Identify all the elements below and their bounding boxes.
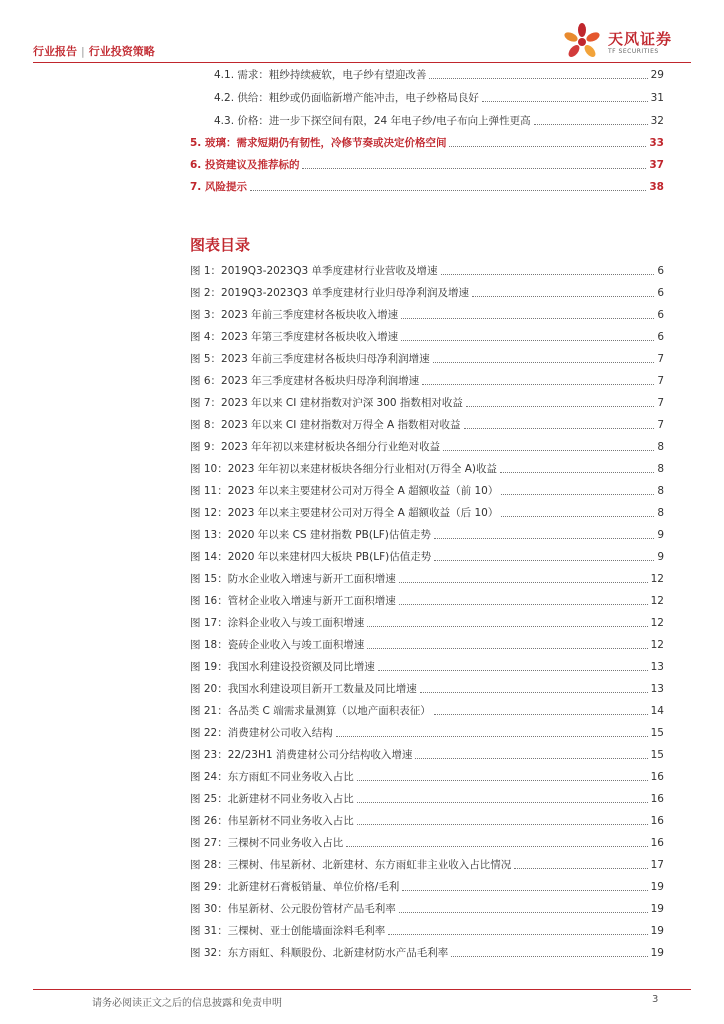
toc-leader-dots	[501, 493, 654, 495]
figure-page: 13	[650, 683, 664, 695]
figure-number: 图 6：	[190, 375, 222, 387]
figure-page: 15	[650, 749, 664, 761]
toc-item-page: 31	[650, 92, 664, 104]
figure-page: 19	[650, 925, 664, 937]
footer-divider	[33, 989, 691, 990]
figure-list-item[interactable]	[190, 330, 664, 344]
figure-list-item[interactable]	[190, 594, 664, 608]
toc-leader-dots	[429, 77, 647, 79]
figure-page: 12	[650, 573, 664, 585]
breadcrumb-category: 行业投资策略	[88, 45, 155, 58]
figure-number: 图 23：	[190, 749, 228, 761]
figure-title: 东方雨虹不同业务收入占比	[227, 771, 354, 783]
figure-number: 图 4：	[190, 331, 222, 343]
figure-number: 图 10：	[190, 463, 228, 475]
header-divider	[33, 62, 691, 63]
page-header	[0, 0, 724, 68]
figure-title: 北新建材石膏板销量、单位价格/毛利	[227, 881, 400, 893]
figure-list-item[interactable]	[190, 902, 664, 916]
figure-list-item[interactable]	[190, 506, 664, 520]
figure-title: 瓷砖企业收入与竣工面积增速	[227, 639, 365, 651]
toc-leader-dots	[434, 559, 654, 561]
figure-title: 三棵树、伟星新材、北新建材、东方雨虹非主业收入占比情况	[227, 859, 512, 871]
figure-title: 2023 年第三季度建材各板块收入增速	[221, 331, 399, 343]
toc-item-page: 37	[649, 159, 664, 171]
figure-number: 图 7：	[190, 397, 222, 409]
figure-page: 13	[650, 661, 664, 673]
figure-number: 图 19：	[190, 661, 228, 673]
logo-company-name: 天风证券	[608, 30, 673, 48]
toc-leader-dots	[378, 669, 648, 671]
toc-leader-dots	[367, 625, 647, 627]
figure-number: 图 21：	[190, 705, 228, 717]
toc-item[interactable]	[214, 114, 664, 128]
figure-list-item[interactable]	[190, 836, 664, 850]
company-logo	[560, 22, 710, 62]
figure-page: 7	[657, 419, 664, 431]
figure-title: 伟星新材、公元股份管材产品毛利率	[227, 903, 396, 915]
figure-number: 图 9：	[190, 441, 222, 453]
toc-item[interactable]	[190, 180, 664, 194]
toc-item-page: 38	[649, 181, 664, 193]
figure-number: 图 2：	[190, 287, 222, 299]
figure-number: 图 8：	[190, 419, 222, 431]
toc-item[interactable]	[190, 158, 664, 172]
figure-title: 2023 年三季度建材各板块归母净利润增速	[221, 375, 420, 387]
toc-leader-dots	[472, 295, 654, 297]
toc-leader-dots	[399, 911, 648, 913]
figure-page: 12	[650, 617, 664, 629]
figure-number: 图 3：	[190, 309, 222, 321]
figure-list-item[interactable]	[190, 286, 664, 300]
figure-page: 16	[650, 771, 664, 783]
figure-list-item[interactable]	[190, 880, 664, 894]
figure-number: 图 28：	[190, 859, 228, 871]
figure-number: 图 31：	[190, 925, 228, 937]
figure-page: 16	[650, 793, 664, 805]
toc-leader-dots	[401, 339, 654, 341]
toc-leader-dots	[388, 933, 647, 935]
figure-number: 图 25：	[190, 793, 228, 805]
figure-list-item[interactable]	[190, 616, 664, 630]
figure-list-item[interactable]	[190, 770, 664, 784]
figure-page: 12	[650, 639, 664, 651]
figure-title: 三棵树、亚士创能墙面涂料毛利率	[227, 925, 386, 937]
toc-leader-dots	[451, 955, 647, 957]
figure-title: 各品类 C 端需求量测算（以地产面积表征）	[227, 705, 431, 717]
toc-leader-dots	[514, 867, 647, 869]
figure-title: 2023 年以来主要建材公司对万得全 A 超额收益（前 10）	[227, 485, 499, 497]
figure-number: 图 18：	[190, 639, 228, 651]
toc-leader-dots	[399, 581, 648, 583]
figure-list-item[interactable]	[190, 396, 664, 410]
figure-number: 图 15：	[190, 573, 228, 585]
logo-flower-icon	[560, 22, 604, 62]
figure-list-item[interactable]	[190, 528, 664, 542]
toc-item-title: 4.3. 价格：进一步下探空间有限，24 年电子纱/电子布向上弹性更高	[214, 115, 531, 127]
figure-page: 19	[650, 947, 664, 959]
toc-leader-dots	[501, 515, 654, 517]
figure-list-item[interactable]	[190, 352, 664, 366]
figure-number: 图 5：	[190, 353, 222, 365]
figure-page: 12	[650, 595, 664, 607]
toc-leader-dots	[250, 189, 646, 191]
figure-title: 消费建材公司收入结构	[227, 727, 333, 739]
breadcrumb	[33, 43, 155, 59]
figure-title: 2023 年以来 CI 建材指数对万得全 A 指数相对收益	[221, 419, 461, 431]
figure-list-item[interactable]	[190, 484, 664, 498]
toc-item-title: 6. 投资建议及推荐标的	[190, 159, 300, 171]
logo-company-english: TF SECURITIES	[608, 48, 659, 55]
figure-list-item[interactable]	[190, 264, 664, 278]
figure-title: 管材企业收入增速与新开工面积增速	[227, 595, 396, 607]
figure-title: 22/23H1 消费建材公司分结构收入增速	[227, 749, 413, 761]
toc-leader-dots	[434, 713, 648, 715]
toc-leader-dots	[302, 167, 646, 169]
figure-title: 2023 年年初以来建材板块各细分行业相对(万得全 A)收益	[227, 463, 497, 475]
toc-item-title: 7. 风险提示	[190, 181, 247, 193]
toc-leader-dots	[443, 449, 654, 451]
figure-number: 图 16：	[190, 595, 228, 607]
figure-page: 6	[657, 287, 664, 299]
figure-list-item[interactable]	[190, 814, 664, 828]
figure-list-item[interactable]	[190, 726, 664, 740]
figure-page: 16	[650, 837, 664, 849]
figure-page: 8	[657, 485, 664, 497]
figure-list-item[interactable]	[190, 462, 664, 476]
toc-leader-dots	[336, 735, 648, 737]
toc-leader-dots	[466, 405, 654, 407]
figure-page: 19	[650, 903, 664, 915]
figure-title: 2023 年前三季度建材各板块收入增速	[221, 309, 399, 321]
figure-list-item[interactable]	[190, 440, 664, 454]
toc-leader-dots	[357, 801, 648, 803]
toc-leader-dots	[402, 889, 647, 891]
toc-leader-dots	[367, 647, 647, 649]
figure-number: 图 27：	[190, 837, 228, 849]
toc-item[interactable]	[214, 91, 664, 105]
figure-title: 伟星新材不同业务收入占比	[227, 815, 354, 827]
figure-title: 2023 年以来 CI 建材指数对沪深 300 指数相对收益	[221, 397, 463, 409]
toc-item-page: 29	[650, 69, 664, 81]
figure-page: 15	[650, 727, 664, 739]
figure-number: 图 24：	[190, 771, 228, 783]
figure-title: 我国水利建设投资额及同比增速	[227, 661, 375, 673]
figure-number: 图 17：	[190, 617, 228, 629]
breadcrumb-separator: |	[81, 45, 85, 58]
toc-leader-dots	[357, 779, 648, 781]
toc-item-page: 32	[650, 115, 664, 127]
figure-number: 图 1：	[190, 265, 222, 277]
figure-list-item[interactable]	[190, 374, 664, 388]
figure-page: 7	[657, 375, 664, 387]
toc-leader-dots	[449, 145, 646, 147]
figure-page: 8	[657, 507, 664, 519]
toc-leader-dots	[441, 273, 655, 275]
figure-number: 图 22：	[190, 727, 228, 739]
figure-list-item[interactable]	[190, 418, 664, 432]
figure-title: 2023 年以来主要建材公司对万得全 A 超额收益（后 10）	[227, 507, 499, 519]
toc-item[interactable]	[214, 68, 664, 82]
figure-page: 9	[657, 551, 664, 563]
toc-item-page: 33	[649, 137, 664, 149]
figure-number: 图 20：	[190, 683, 228, 695]
figure-title: 防水企业收入增速与新开工面积增速	[227, 573, 396, 585]
figure-page: 9	[657, 529, 664, 541]
figure-page: 7	[657, 353, 664, 365]
figure-page: 14	[650, 705, 664, 717]
figure-title: 我国水利建设项目新开工数量及同比增速	[227, 683, 417, 695]
figure-title: 三棵树不同业务收入占比	[227, 837, 344, 849]
toc-leader-dots	[357, 823, 648, 825]
figure-number: 图 14：	[190, 551, 228, 563]
figure-list-item[interactable]	[190, 638, 664, 652]
figure-list-item[interactable]	[190, 550, 664, 564]
figure-title: 2020 年以来建材四大板块 PB(LF)估值走势	[227, 551, 432, 563]
figure-title: 2023 年前三季度建材各板块归母净利润增速	[221, 353, 430, 365]
figure-page: 6	[657, 331, 664, 343]
toc-item-title: 4.2. 供给：粗纱或仍面临新增产能冲击，电子纱格局良好	[214, 92, 479, 104]
figure-list-item[interactable]	[190, 682, 664, 696]
figure-title: 2020 年以来 CS 建材指数 PB(LF)估值走势	[227, 529, 431, 541]
figure-number: 图 13：	[190, 529, 228, 541]
figure-title: 东方雨虹、科顺股份、北新建材防水产品毛利率	[227, 947, 449, 959]
toc-leader-dots	[415, 757, 647, 759]
figure-list-item[interactable]	[190, 858, 664, 872]
toc-leader-dots	[534, 123, 648, 125]
figure-number: 图 30：	[190, 903, 228, 915]
figure-list-item[interactable]	[190, 748, 664, 762]
figure-page: 19	[650, 881, 664, 893]
figure-title: 2019Q3-2023Q3 单季度建材行业营收及增速	[221, 265, 438, 277]
toc-leader-dots	[399, 603, 648, 605]
figure-number: 图 32：	[190, 947, 228, 959]
toc-leader-dots	[464, 427, 655, 429]
figure-number: 图 12：	[190, 507, 228, 519]
toc-item-title: 4.1. 需求：粗纱持续疲软，电子纱有望迎改善	[214, 69, 427, 81]
footer-disclaimer: 请务必阅读正文之后的信息披露和免责申明	[92, 998, 282, 1009]
page-number: 3	[652, 994, 659, 1005]
figure-number: 图 11：	[190, 485, 228, 497]
toc-leader-dots	[422, 383, 654, 385]
figure-list-item[interactable]	[190, 924, 664, 938]
figure-number: 图 26：	[190, 815, 228, 827]
figure-title: 涂料企业收入与竣工面积增速	[227, 617, 365, 629]
figure-list-item[interactable]	[190, 946, 664, 960]
toc-leader-dots	[401, 317, 654, 319]
figure-page: 8	[657, 441, 664, 453]
figure-title: 2023 年年初以来建材板块各细分行业绝对收益	[221, 441, 441, 453]
toc-leader-dots	[420, 691, 648, 693]
figure-list-item[interactable]	[190, 704, 664, 718]
figure-title: 北新建材不同业务收入占比	[227, 793, 354, 805]
figure-number: 图 29：	[190, 881, 228, 893]
toc-leader-dots	[500, 471, 654, 473]
figure-title: 2019Q3-2023Q3 单季度建材行业归母净利润及增速	[221, 287, 469, 299]
figure-page: 16	[650, 815, 664, 827]
figure-list-item[interactable]	[190, 308, 664, 322]
toc-leader-dots	[346, 845, 647, 847]
toc-leader-dots	[434, 537, 654, 539]
figure-list-item[interactable]	[190, 792, 664, 806]
toc-leader-dots	[433, 361, 655, 363]
figure-page: 8	[657, 463, 664, 475]
figure-page: 7	[657, 397, 664, 409]
breadcrumb-report-type: 行业报告	[33, 45, 77, 58]
figure-page: 17	[650, 859, 664, 871]
figures-section-title: 图表目录	[190, 236, 251, 254]
figure-list-item[interactable]	[190, 572, 664, 586]
figure-page: 6	[657, 265, 664, 277]
figure-list-item[interactable]	[190, 660, 664, 674]
figure-page: 6	[657, 309, 664, 321]
toc-item-title: 5. 玻璃：需求短期仍有韧性，冷修节奏或决定价格空间	[190, 137, 447, 149]
toc-leader-dots	[482, 100, 648, 102]
toc-item[interactable]	[190, 136, 664, 150]
